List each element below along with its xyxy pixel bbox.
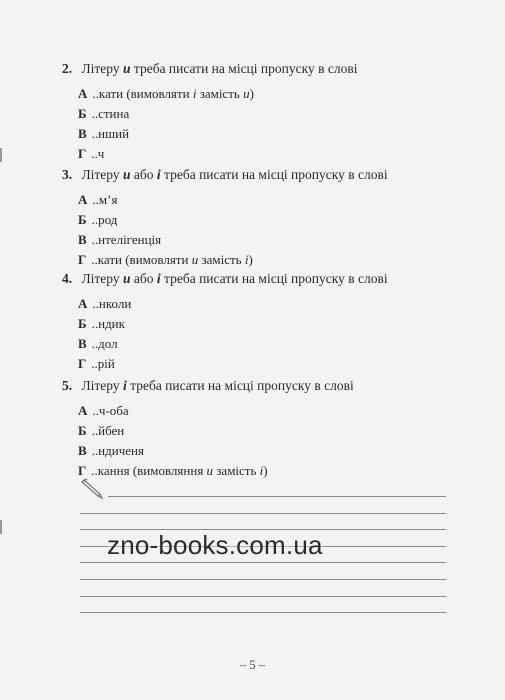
- target-letter: и: [123, 61, 131, 76]
- option-a[interactable]: А ..м’я: [78, 192, 118, 207]
- option-v[interactable]: В ..дол: [78, 336, 118, 351]
- answer-options: [78, 85, 482, 165]
- option-h[interactable]: Г ..кати (вимовляти и замість і): [78, 252, 253, 267]
- note-line[interactable]: [80, 513, 446, 514]
- question-number: 3.: [62, 167, 73, 182]
- target-letter: и: [123, 167, 131, 182]
- note-line[interactable]: [80, 579, 446, 580]
- note-line[interactable]: [80, 596, 446, 597]
- question-number: 4.: [62, 271, 73, 286]
- answer-options: [78, 402, 482, 482]
- option-h[interactable]: Г ..рій: [78, 356, 115, 371]
- question-5: [62, 377, 482, 482]
- question-title: 2. Літеру и треба писати на місці пропуску в слові: [62, 61, 358, 76]
- option-a[interactable]: А ..нколи: [78, 296, 132, 311]
- question-title: 4. Літеру и або і треба писати на місці пропуску в слові: [62, 271, 388, 286]
- question-2: [62, 60, 482, 165]
- page-number: – 5 –: [240, 658, 265, 672]
- target-letter: і: [123, 378, 127, 393]
- answer-options: [78, 295, 482, 375]
- question-title: 3. Літеру и або і треба писати на місці пропуску в слові: [62, 167, 388, 182]
- option-v[interactable]: В ..нший: [78, 126, 130, 141]
- option-h[interactable]: Г ..ч: [78, 146, 105, 161]
- question-title: 5. Літеру і треба писати на місці пропуску в слові: [62, 378, 354, 393]
- option-b[interactable]: Б ..род: [78, 212, 118, 227]
- question-number: 5.: [62, 378, 73, 393]
- target-letter-2: і: [156, 167, 161, 182]
- question-3: [62, 166, 482, 271]
- option-b[interactable]: Б ..ндик: [78, 316, 125, 331]
- target-letter: и: [123, 271, 131, 286]
- note-line[interactable]: [80, 612, 446, 613]
- option-a[interactable]: А ..кати (вимовляти і замість и): [78, 86, 254, 101]
- answer-options: [78, 191, 482, 271]
- scan-edge-mark: [0, 520, 2, 534]
- question-number: 2.: [62, 61, 73, 76]
- option-a[interactable]: А ..ч-оба: [78, 403, 129, 418]
- watermark: zno-books.com.ua: [107, 530, 323, 560]
- option-b[interactable]: Б ..йбен: [78, 423, 125, 438]
- target-letter-2: і: [156, 271, 161, 286]
- note-line[interactable]: [108, 496, 446, 497]
- option-h[interactable]: Г ..кання (вимовляння и замість і): [78, 463, 268, 478]
- note-line[interactable]: [80, 562, 446, 563]
- scan-edge-mark: [0, 148, 2, 162]
- option-v[interactable]: В ..ндиченя: [78, 443, 144, 458]
- option-v[interactable]: В ..нтелігенція: [78, 232, 162, 247]
- question-4: [62, 270, 482, 375]
- notes-lines[interactable]: [80, 496, 446, 629]
- option-b[interactable]: Б ..стина: [78, 106, 130, 121]
